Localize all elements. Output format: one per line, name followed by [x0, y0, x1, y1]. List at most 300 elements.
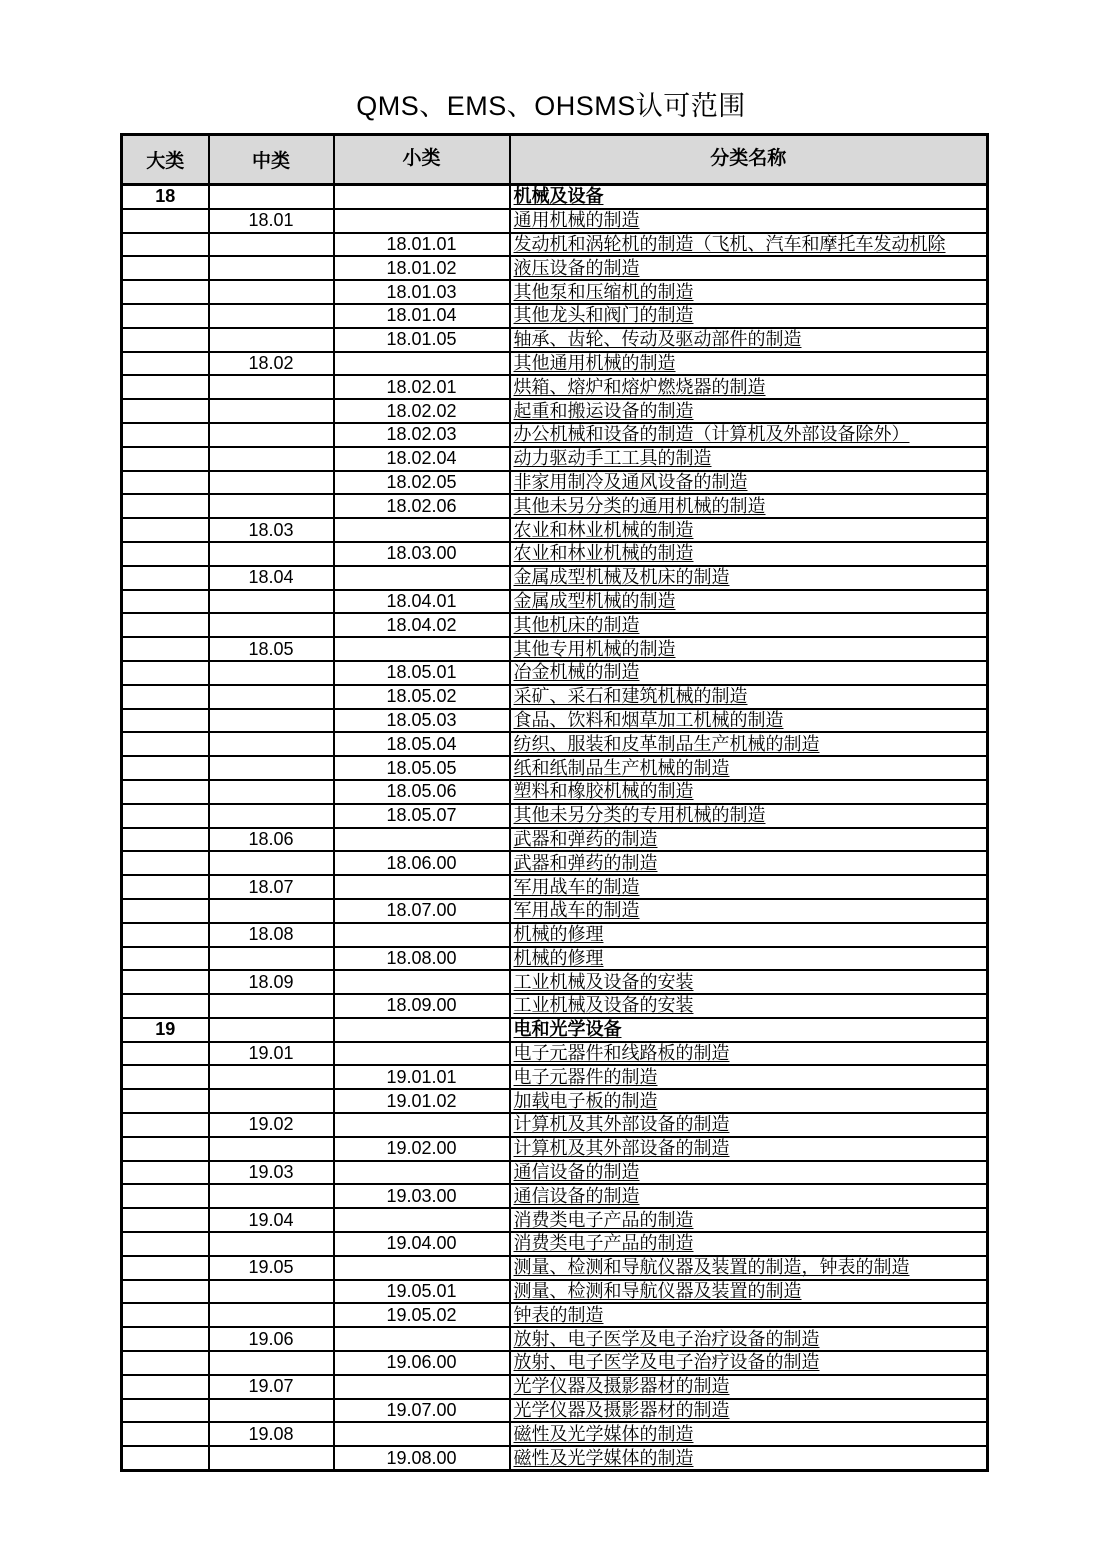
minor-category-cell	[334, 828, 510, 852]
mid-category-cell: 19.07	[209, 1375, 334, 1399]
category-name-cell	[510, 494, 988, 518]
minor-category-cell: 18.01.04	[334, 304, 510, 328]
mid-category-cell	[209, 899, 334, 923]
category-name-cell	[510, 994, 988, 1018]
mid-category-cell	[209, 1065, 334, 1089]
table-row	[122, 756, 988, 780]
minor-category-cell: 19.06.00	[334, 1351, 510, 1375]
category-name-text: 机械及设备	[513, 186, 604, 207]
minor-category-cell	[334, 1327, 510, 1351]
mid-category-cell: 19.02	[209, 1113, 334, 1137]
minor-category-cell: 19.01.01	[334, 1065, 510, 1089]
table-header-row	[122, 135, 988, 185]
category-name-cell	[510, 352, 988, 376]
mid-category-cell: 18.08	[209, 923, 334, 947]
mid-category-cell	[209, 423, 334, 447]
major-category-cell	[122, 661, 209, 685]
mid-category-cell	[209, 1137, 334, 1161]
table-row	[122, 304, 988, 328]
minor-category-cell	[334, 1042, 510, 1066]
minor-category-cell: 18.05.07	[334, 804, 510, 828]
minor-category-cell: 19.02.00	[334, 1137, 510, 1161]
major-category-cell	[122, 851, 209, 875]
major-category-cell: 19	[122, 1018, 209, 1042]
major-category-cell	[122, 518, 209, 542]
table-row	[122, 399, 988, 423]
table-row	[122, 1327, 988, 1351]
mid-category-cell	[209, 851, 334, 875]
category-name-cell	[510, 423, 988, 447]
mid-category-cell: 19.05	[209, 1256, 334, 1280]
mid-category-cell	[209, 304, 334, 328]
minor-category-cell: 18.05.03	[334, 709, 510, 733]
mid-category-cell: 19.06	[209, 1327, 334, 1351]
category-name-cell	[510, 661, 988, 685]
table-row	[122, 947, 988, 971]
mid-category-cell	[209, 613, 334, 637]
major-category-cell	[122, 1422, 209, 1446]
minor-category-cell	[334, 1018, 510, 1042]
table-row	[122, 185, 988, 209]
category-name-cell	[510, 685, 988, 709]
category-name-cell	[510, 1113, 988, 1137]
mid-category-cell: 18.01	[209, 209, 334, 233]
minor-category-cell	[334, 637, 510, 661]
category-name-text: 其他机床的制造	[513, 614, 640, 635]
table-row	[122, 447, 988, 471]
category-name-text: 采矿、采石和建筑机械的制造	[513, 686, 748, 707]
table-row	[122, 828, 988, 852]
category-name-text: 办公机械和设备的制造（计算机及外部设备除外）	[513, 424, 910, 445]
table-row	[122, 709, 988, 733]
table-row	[122, 280, 988, 304]
major-category-cell	[122, 685, 209, 709]
category-name-cell	[510, 256, 988, 280]
major-category-cell	[122, 804, 209, 828]
category-name-cell	[510, 709, 988, 733]
mid-category-cell	[209, 1446, 334, 1470]
category-name-text: 烘箱、熔炉和熔炉燃烧器的制造	[513, 376, 766, 397]
table-row	[122, 494, 988, 518]
category-name-cell	[510, 1161, 988, 1185]
category-name-cell	[510, 1256, 988, 1280]
category-name-cell	[510, 1137, 988, 1161]
major-category-cell	[122, 756, 209, 780]
major-category-cell	[122, 423, 209, 447]
major-category-cell	[122, 1208, 209, 1232]
minor-category-cell: 19.05.01	[334, 1280, 510, 1304]
category-name-cell	[510, 1399, 988, 1423]
major-category-cell	[122, 613, 209, 637]
major-category-cell	[122, 1161, 209, 1185]
mid-category-cell	[209, 447, 334, 471]
category-name-text: 测量、检测和导航仪器及装置的制造	[513, 1281, 802, 1302]
category-name-cell	[510, 804, 988, 828]
category-name-cell	[510, 1375, 988, 1399]
category-name-text: 非家用制冷及通风设备的制造	[513, 471, 748, 492]
major-category-cell	[122, 1137, 209, 1161]
category-name-text: 工业机械及设备的安装	[513, 995, 694, 1016]
major-category-cell	[122, 399, 209, 423]
minor-category-cell: 19.04.00	[334, 1232, 510, 1256]
column-header-mid: 中类	[209, 135, 334, 185]
table-row	[122, 209, 988, 233]
major-category-cell	[122, 709, 209, 733]
category-name-text: 通用机械的制造	[513, 210, 640, 231]
category-name-cell	[510, 209, 988, 233]
category-name-cell	[510, 1446, 988, 1470]
major-category-cell	[122, 1327, 209, 1351]
category-name-text: 通信设备的制造	[513, 1162, 640, 1183]
category-name-text: 武器和弹药的制造	[513, 828, 658, 849]
category-name-text: 发动机和涡轮机的制造（飞机、汽车和摩托车发动机除	[513, 233, 946, 254]
category-name-cell	[510, 1089, 988, 1113]
category-name-cell	[510, 1184, 988, 1208]
category-name-text: 工业机械及设备的安装	[513, 971, 694, 992]
major-category-cell	[122, 780, 209, 804]
mid-category-cell	[209, 280, 334, 304]
category-name-text: 消费类电子产品的制造	[513, 1209, 694, 1230]
table-row	[122, 1422, 988, 1446]
mid-category-cell: 19.03	[209, 1161, 334, 1185]
column-header-major: 大类	[122, 135, 209, 185]
major-category-cell	[122, 494, 209, 518]
mid-category-cell	[209, 1232, 334, 1256]
major-category-cell	[122, 304, 209, 328]
category-name-cell	[510, 1327, 988, 1351]
category-name-cell	[510, 899, 988, 923]
category-name-cell	[510, 1018, 988, 1042]
minor-category-cell: 18.05.01	[334, 661, 510, 685]
category-name-cell	[510, 447, 988, 471]
minor-category-cell	[334, 1422, 510, 1446]
table-row	[122, 1184, 988, 1208]
category-name-text: 其他未另分类的通用机械的制造	[513, 495, 766, 516]
minor-category-cell	[334, 1208, 510, 1232]
mid-category-cell	[209, 233, 334, 257]
minor-category-cell	[334, 970, 510, 994]
category-name-cell	[510, 233, 988, 257]
category-name-cell	[510, 328, 988, 352]
mid-category-cell	[209, 185, 334, 209]
category-name-cell	[510, 304, 988, 328]
table-row	[122, 518, 988, 542]
major-category-cell	[122, 947, 209, 971]
mid-category-cell	[209, 375, 334, 399]
category-name-text: 金属成型机械及机床的制造	[513, 567, 730, 588]
minor-category-cell	[334, 352, 510, 376]
category-name-text: 其他专用机械的制造	[513, 638, 676, 659]
table-row	[122, 423, 988, 447]
table-row	[122, 1351, 988, 1375]
major-category-cell	[122, 209, 209, 233]
table-row	[122, 1303, 988, 1327]
major-category-cell	[122, 328, 209, 352]
major-category-cell	[122, 256, 209, 280]
category-name-cell	[510, 185, 988, 209]
major-category-cell	[122, 1232, 209, 1256]
table-row	[122, 233, 988, 257]
table-row	[122, 1161, 988, 1185]
table-row	[122, 780, 988, 804]
table-row	[122, 1042, 988, 1066]
category-name-text: 农业和林业机械的制造	[513, 543, 694, 564]
mid-category-cell	[209, 1399, 334, 1423]
category-name-cell	[510, 1065, 988, 1089]
table-body	[122, 185, 988, 1471]
mid-category-cell	[209, 471, 334, 495]
category-name-text: 电子元器件和线路板的制造	[513, 1043, 730, 1064]
mid-category-cell: 18.03	[209, 518, 334, 542]
table-row	[122, 661, 988, 685]
category-name-cell	[510, 1303, 988, 1327]
mid-category-cell	[209, 685, 334, 709]
category-name-cell	[510, 280, 988, 304]
column-header-minor: 小类	[334, 135, 510, 185]
mid-category-cell	[209, 709, 334, 733]
major-category-cell	[122, 1375, 209, 1399]
table-row	[122, 1280, 988, 1304]
category-name-cell	[510, 613, 988, 637]
minor-category-cell: 19.08.00	[334, 1446, 510, 1470]
table-row	[122, 352, 988, 376]
category-name-text: 纺织、服装和皮革制品生产机械的制造	[513, 733, 820, 754]
category-name-text: 钟表的制造	[513, 1304, 604, 1325]
category-name-text: 通信设备的制造	[513, 1185, 640, 1206]
major-category-cell	[122, 1042, 209, 1066]
category-name-cell	[510, 875, 988, 899]
table-row	[122, 970, 988, 994]
minor-category-cell	[334, 1256, 510, 1280]
minor-category-cell: 19.05.02	[334, 1303, 510, 1327]
mid-category-cell	[209, 1351, 334, 1375]
category-name-cell	[510, 375, 988, 399]
classification-table	[120, 133, 989, 1472]
minor-category-cell	[334, 923, 510, 947]
category-name-text: 塑料和橡胶机械的制造	[513, 781, 694, 802]
category-name-text: 磁性及光学媒体的制造	[513, 1423, 694, 1444]
table-row	[122, 923, 988, 947]
major-category-cell	[122, 732, 209, 756]
mid-category-cell	[209, 994, 334, 1018]
minor-category-cell: 19.07.00	[334, 1399, 510, 1423]
major-category-cell	[122, 1184, 209, 1208]
table-row	[122, 590, 988, 614]
minor-category-cell: 18.05.06	[334, 780, 510, 804]
table-row	[122, 328, 988, 352]
major-category-cell	[122, 471, 209, 495]
major-category-cell	[122, 280, 209, 304]
table-row	[122, 1113, 988, 1137]
mid-category-cell: 19.08	[209, 1422, 334, 1446]
mid-category-cell	[209, 1018, 334, 1042]
mid-category-cell: 19.01	[209, 1042, 334, 1066]
table-row	[122, 685, 988, 709]
minor-category-cell	[334, 1161, 510, 1185]
category-name-text: 加载电子板的制造	[513, 1090, 658, 1111]
category-name-cell	[510, 732, 988, 756]
major-category-cell	[122, 1065, 209, 1089]
major-category-cell	[122, 1446, 209, 1470]
category-name-text: 其他泵和压缩机的制造	[513, 281, 694, 302]
minor-category-cell: 18.04.01	[334, 590, 510, 614]
major-category-cell	[122, 1113, 209, 1137]
category-name-text: 电子元器件的制造	[513, 1066, 658, 1087]
category-name-text: 电和光学设备	[513, 1019, 622, 1040]
table-row	[122, 471, 988, 495]
minor-category-cell: 18.01.01	[334, 233, 510, 257]
table-row	[122, 1137, 988, 1161]
mid-category-cell	[209, 590, 334, 614]
mid-category-cell	[209, 780, 334, 804]
table-row	[122, 1065, 988, 1089]
mid-category-cell	[209, 1280, 334, 1304]
category-name-text: 纸和纸制品生产机械的制造	[513, 757, 730, 778]
minor-category-cell: 18.07.00	[334, 899, 510, 923]
category-name-text: 其他未另分类的专用机械的制造	[513, 805, 766, 826]
minor-category-cell: 18.05.05	[334, 756, 510, 780]
category-name-cell	[510, 1351, 988, 1375]
minor-category-cell: 18.01.02	[334, 256, 510, 280]
category-name-cell	[510, 542, 988, 566]
major-category-cell	[122, 1089, 209, 1113]
table-row	[122, 1446, 988, 1470]
category-name-text: 金属成型机械的制造	[513, 590, 676, 611]
column-header-name: 分类名称	[510, 135, 988, 185]
mid-category-cell: 18.05	[209, 637, 334, 661]
table-row	[122, 851, 988, 875]
table-row	[122, 542, 988, 566]
table-row	[122, 637, 988, 661]
minor-category-cell: 18.04.02	[334, 613, 510, 637]
category-name-text: 光学仪器及摄影器材的制造	[513, 1376, 730, 1397]
page-title: QMS、EMS、OHSMS认可范围	[356, 91, 746, 121]
minor-category-cell	[334, 209, 510, 233]
category-name-cell	[510, 970, 988, 994]
minor-category-cell: 18.06.00	[334, 851, 510, 875]
mid-category-cell	[209, 947, 334, 971]
category-name-cell	[510, 1422, 988, 1446]
category-name-cell	[510, 851, 988, 875]
category-name-text: 液压设备的制造	[513, 257, 640, 278]
category-name-text: 磁性及光学媒体的制造	[513, 1447, 694, 1468]
mid-category-cell	[209, 1089, 334, 1113]
mid-category-cell	[209, 399, 334, 423]
minor-category-cell: 18.02.01	[334, 375, 510, 399]
mid-category-cell	[209, 732, 334, 756]
category-name-cell	[510, 1280, 988, 1304]
category-name-text: 武器和弹药的制造	[513, 852, 658, 873]
minor-category-cell	[334, 1375, 510, 1399]
minor-category-cell: 18.02.06	[334, 494, 510, 518]
category-name-text: 测量、检测和导航仪器及装置的制造，钟表的制造	[513, 1257, 910, 1278]
category-name-text: 消费类电子产品的制造	[513, 1233, 694, 1254]
category-name-cell	[510, 1042, 988, 1066]
category-name-cell	[510, 780, 988, 804]
table-row	[122, 804, 988, 828]
minor-category-cell: 18.01.05	[334, 328, 510, 352]
category-name-cell	[510, 756, 988, 780]
minor-category-cell: 19.01.02	[334, 1089, 510, 1113]
minor-category-cell: 18.05.04	[334, 732, 510, 756]
mid-category-cell: 18.07	[209, 875, 334, 899]
category-name-cell	[510, 518, 988, 542]
category-name-cell	[510, 566, 988, 590]
major-category-cell	[122, 923, 209, 947]
mid-category-cell: 18.02	[209, 352, 334, 376]
category-name-text: 起重和搬运设备的制造	[513, 400, 694, 421]
minor-category-cell: 18.08.00	[334, 947, 510, 971]
category-name-cell	[510, 590, 988, 614]
category-name-text: 计算机及其外部设备的制造	[513, 1114, 730, 1135]
minor-category-cell	[334, 518, 510, 542]
table-row	[122, 1089, 988, 1113]
table-row	[122, 1399, 988, 1423]
major-category-cell	[122, 233, 209, 257]
category-name-text: 军用战车的制造	[513, 900, 640, 921]
category-name-cell	[510, 828, 988, 852]
mid-category-cell	[209, 1303, 334, 1327]
mid-category-cell	[209, 494, 334, 518]
table-row	[122, 899, 988, 923]
minor-category-cell	[334, 185, 510, 209]
minor-category-cell: 18.02.02	[334, 399, 510, 423]
category-name-cell	[510, 947, 988, 971]
mid-category-cell	[209, 256, 334, 280]
table-row	[122, 1256, 988, 1280]
category-name-text: 轴承、齿轮、传动及驱动部件的制造	[513, 329, 802, 350]
major-category-cell	[122, 542, 209, 566]
major-category-cell	[122, 566, 209, 590]
category-name-text: 动力驱动手工工具的制造	[513, 448, 712, 469]
mid-category-cell	[209, 661, 334, 685]
table-row	[122, 613, 988, 637]
table-row	[122, 566, 988, 590]
category-name-cell	[510, 1232, 988, 1256]
minor-category-cell: 18.01.03	[334, 280, 510, 304]
major-category-cell	[122, 352, 209, 376]
major-category-cell	[122, 590, 209, 614]
major-category-cell	[122, 970, 209, 994]
category-name-cell	[510, 1208, 988, 1232]
category-name-text: 军用战车的制造	[513, 876, 640, 897]
category-name-text: 放射、电子医学及电子治疗设备的制造	[513, 1352, 820, 1373]
minor-category-cell: 18.09.00	[334, 994, 510, 1018]
major-category-cell	[122, 375, 209, 399]
mid-category-cell: 18.04	[209, 566, 334, 590]
major-category-cell	[122, 1351, 209, 1375]
category-name-text: 机械的修理	[513, 924, 604, 945]
category-name-cell	[510, 637, 988, 661]
category-name-text: 农业和林业机械的制造	[513, 519, 694, 540]
category-name-text: 冶金机械的制造	[513, 662, 640, 683]
category-name-text: 光学仪器及摄影器材的制造	[513, 1400, 730, 1421]
major-category-cell	[122, 1256, 209, 1280]
minor-category-cell	[334, 566, 510, 590]
mid-category-cell: 19.04	[209, 1208, 334, 1232]
category-name-text: 其他龙头和阀门的制造	[513, 305, 694, 326]
mid-category-cell: 18.06	[209, 828, 334, 852]
mid-category-cell	[209, 804, 334, 828]
table-row	[122, 1375, 988, 1399]
minor-category-cell: 18.02.03	[334, 423, 510, 447]
category-name-text: 放射、电子医学及电子治疗设备的制造	[513, 1328, 820, 1349]
minor-category-cell: 18.02.05	[334, 471, 510, 495]
major-category-cell	[122, 875, 209, 899]
minor-category-cell	[334, 875, 510, 899]
major-category-cell	[122, 1303, 209, 1327]
category-name-text: 食品、饮料和烟草加工机械的制造	[513, 709, 784, 730]
